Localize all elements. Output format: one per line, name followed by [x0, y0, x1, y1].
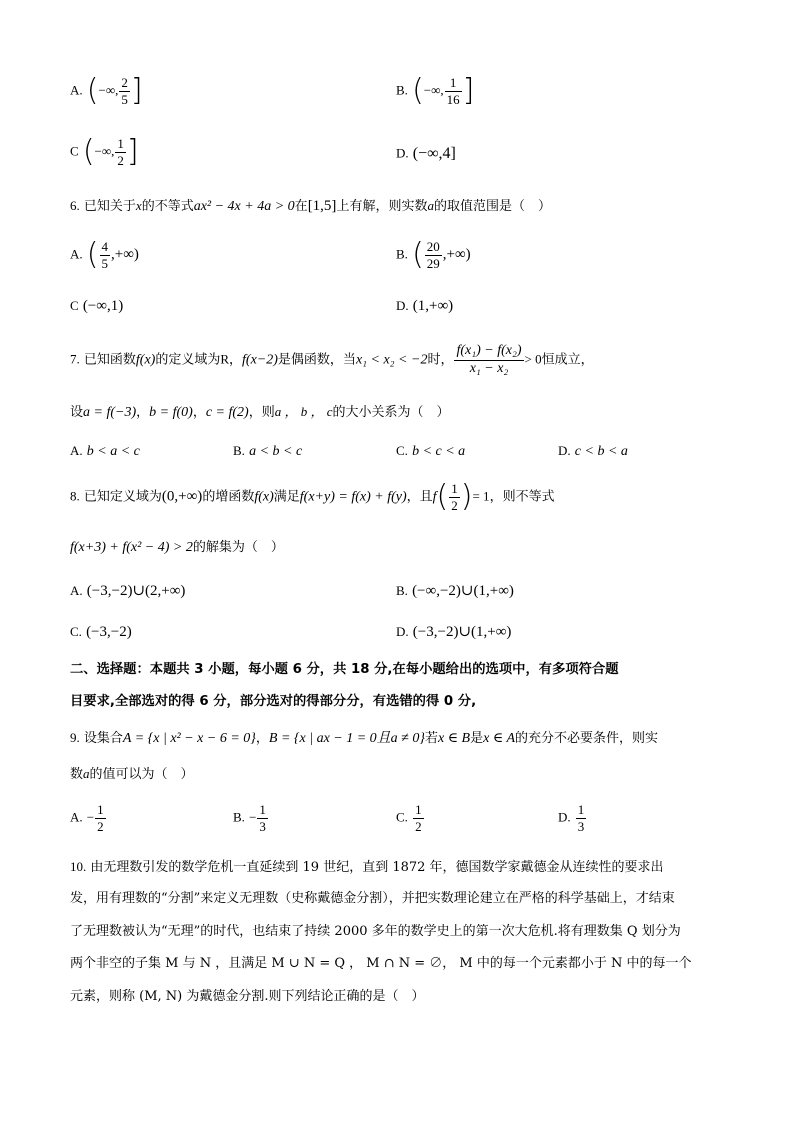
set-a: A = {x | x² − x − 6 = 0} [122, 731, 256, 746]
denominator: x₁ − x₂ [469, 360, 509, 376]
inequality: f(x+3) + f(x² − 4) > 2 [70, 540, 193, 555]
question-10-line2: 发，用有理数的“分割”来定义无理数（史称戴德金分割），并把实数理论建立在严格的科学基础上，才结束 [70, 891, 675, 906]
math-expr: a = f(−3) [83, 405, 137, 420]
option-label: D. [558, 809, 571, 825]
numerator: 2 [121, 75, 128, 90]
stem-text: ，且 [406, 489, 433, 505]
stem-text: 的解集为（ ） [192, 540, 284, 555]
stem-text: 恒成立， [541, 352, 594, 368]
stem-text: ， [229, 352, 243, 368]
interval: [1,5] [307, 198, 337, 214]
q6-option-b[interactable] [396, 237, 471, 273]
fraction [100, 240, 111, 270]
option-expression: c < b < a [574, 444, 628, 459]
option-expression: (−∞,4] [412, 145, 456, 162]
option-label: B. [396, 82, 408, 98]
stem-text: ， [192, 405, 206, 420]
question-8-stem-line1: 8. 已知定义域为(0,+∞)的增函数f(x)满足f(x+y) = f(x) + f(y)，且f( $\frac{1}{2}$ )= 1，则不等式 [70, 479, 555, 515]
numerator: 1 [415, 802, 422, 817]
math-expr: f(x−2) [242, 352, 278, 368]
fraction [576, 803, 587, 833]
stem-text: 的大小关系为（ ） [332, 405, 450, 420]
stem-text: ，则 [248, 405, 275, 420]
math-var: x [135, 198, 142, 213]
question-9-stem-line1 [70, 731, 658, 746]
stem-text: 数 [70, 767, 84, 782]
option-expression: (−∞,1) [82, 298, 124, 314]
question-9-stem-line2 [70, 767, 194, 781]
denominator: 16 [446, 91, 460, 107]
option-label: C. [70, 624, 82, 639]
option-label: C. [396, 809, 408, 825]
question-8-stem-line2 [70, 541, 284, 555]
stem-text: 设集合 [83, 731, 123, 746]
numerator: 1 [117, 136, 124, 151]
stem-text: ，则不等式 [489, 489, 555, 505]
math-expr: c = f(2) [205, 405, 249, 420]
condition: x ∈ B [437, 731, 471, 746]
q7-option-d[interactable] [558, 444, 628, 459]
denominator: 2 [117, 152, 124, 168]
fraction [425, 240, 442, 270]
stem-text: 满足 [273, 489, 300, 505]
q5-option-c[interactable] [70, 134, 139, 170]
option-label: D. [558, 443, 571, 458]
math-expr: = 1 [472, 488, 490, 504]
minus-sign: − [249, 809, 257, 825]
numerator: 4 [101, 239, 108, 254]
option-expression: (−3,−2)∪(1,+∞) [412, 624, 512, 640]
option-label: C [70, 143, 79, 159]
option-label: A. [70, 809, 83, 825]
q5-option-d[interactable] [396, 146, 456, 162]
q9-option-b[interactable] [233, 803, 269, 833]
math-expr: a ， b ， c [274, 404, 333, 419]
q9-option-d[interactable] [558, 803, 587, 833]
difference-quotient [454, 344, 523, 376]
fraction [257, 803, 268, 833]
math-expr: f(x) [254, 489, 274, 505]
interval: (0,+∞) [161, 488, 203, 505]
math-expr: f [432, 489, 437, 505]
q9-option-c[interactable] [396, 803, 425, 833]
q6-option-d[interactable] [396, 299, 453, 314]
stem-text: 是 [470, 731, 484, 746]
denominator: 5 [121, 91, 128, 107]
option-label: B. [233, 443, 245, 458]
option-expression: (1,+∞) [412, 298, 454, 314]
numerator: 20 [426, 239, 440, 254]
q5-option-a[interactable] [70, 73, 143, 109]
option-label: A. [70, 583, 83, 598]
question-10-line5: 元素，则称 (M, N) 为戴德金分割.则下列结论正确的是（ ） [70, 989, 425, 1004]
denominator: 2 [97, 818, 104, 834]
section-heading-line1: 二、选择题：本题共 3 小题，每小题 6 分，共 18 分,在每小题给出的选项中，有多项符合题 [70, 662, 619, 677]
interval-left: −∞, [94, 143, 115, 159]
question-7-stem-line1 [70, 344, 594, 376]
condition: x₁ < x₂ < −2 [355, 352, 428, 368]
interval-left: −∞, [98, 82, 119, 98]
functional-equation: f(x+y) = f(x) + f(y) [299, 489, 407, 505]
question-6-stem [70, 199, 551, 214]
stem-text: ， [136, 405, 150, 420]
option-expression: (−3,−2) [86, 624, 132, 640]
stem-text: 在 [294, 199, 308, 214]
option-expression: (−3,−2)∪(2,+∞) [86, 583, 186, 599]
question-number: 10. [70, 859, 87, 874]
option-label: B. [396, 246, 408, 262]
stem-text: 上有解，则实数 [336, 199, 428, 214]
question-10-line4: 两个非空的子集 M 与 N ，且满足 M ∪ N = Q ， M ∩ N = ∅， M 中的每一个元素都小于 N 中的每一个 [70, 956, 692, 971]
stem-text: 的值可以为（ ） [89, 767, 194, 782]
q6-option-a[interactable] [70, 237, 139, 273]
question-7-stem-line2 [70, 405, 450, 420]
interval-left: −∞, [423, 82, 444, 98]
stem-text: 设 [70, 405, 84, 420]
math-var: a [427, 198, 434, 213]
inequality: ax² − 4x + 4a > 0 [193, 199, 295, 214]
stem-text: ， [255, 731, 269, 746]
stem-text: 已知定义域为 [83, 489, 162, 505]
bracket: ] [126, 134, 139, 170]
numerator: 1 [451, 481, 458, 496]
option-expression: b < a < c [86, 444, 140, 459]
stem-text: 若 [424, 731, 438, 746]
denominator: 3 [259, 818, 266, 834]
paren: ( [412, 237, 424, 273]
option-expression: (−∞,−2)∪(1,+∞) [412, 583, 514, 599]
option-label: D. [396, 145, 409, 161]
option-label: B. [233, 809, 245, 825]
stem-text: 已知函数 [83, 352, 136, 368]
fraction [119, 76, 130, 106]
bracket: ] [130, 73, 143, 109]
math-expr: b = f(0) [149, 405, 193, 420]
stem-text: 由无理数引发的数学危机一直延续到 19 世纪，直到 1872 年，德国数学家戴德金从连续性的要求出 [90, 860, 664, 875]
question-number: 6. [70, 198, 80, 213]
q8-option-b[interactable] [396, 584, 514, 599]
option-label: C. [396, 443, 408, 458]
numerator: 1 [259, 802, 266, 817]
paren: ( [86, 73, 99, 109]
q7-option-c[interactable] [396, 444, 465, 459]
q7-option-b[interactable] [233, 444, 302, 459]
stem-text: 时， [427, 352, 454, 368]
q6-option-c[interactable] [70, 299, 123, 314]
numerator: 1 [577, 802, 585, 817]
option-label: A. [70, 246, 83, 262]
numerator: f(x₁) − f(x₂) [454, 344, 523, 361]
q8-option-a[interactable] [70, 584, 185, 599]
denominator: 2 [415, 818, 422, 834]
q7-option-a[interactable] [70, 444, 140, 459]
denominator: 5 [101, 255, 108, 271]
fraction [115, 137, 126, 167]
paren: ( [86, 237, 99, 273]
stem-text: 的不等式 [141, 199, 194, 214]
q8-option-d[interactable] [396, 625, 511, 640]
math-expr: > 0 [524, 351, 542, 367]
math-expr: f(x) [135, 352, 156, 368]
interval-right: ,+∞) [111, 246, 139, 263]
numerator: 1 [445, 76, 462, 92]
q9-option-a[interactable] [70, 803, 107, 833]
option-label: A. [70, 82, 83, 98]
stem-text: 的增函数 [202, 489, 255, 505]
option-expression: a < b < c [249, 444, 303, 459]
stem-text: 的定义域为 [155, 352, 221, 368]
denominator: 29 [426, 255, 440, 271]
option-label: B. [396, 583, 408, 598]
question-number: 7. [70, 351, 80, 367]
option-label: A. [70, 443, 83, 458]
denominator: 3 [577, 818, 585, 834]
q5-option-b[interactable] [396, 73, 475, 109]
minus-sign: − [86, 809, 95, 825]
stem-text: 的取值范围是（ ） [433, 199, 551, 214]
interval-right: ,+∞) [442, 246, 471, 263]
numerator: 1 [97, 802, 104, 817]
fraction [445, 76, 462, 106]
math-set: R [220, 351, 230, 367]
q8-option-c[interactable] [70, 625, 132, 640]
option-label: D. [396, 298, 409, 313]
fraction [413, 803, 424, 833]
section-heading-line2: 目要求,全部选对的得 6 分，部分选对的得部分分，有选错的得 0 分, [70, 694, 477, 709]
option-label: C [70, 298, 79, 313]
paren: ( [412, 73, 424, 109]
stem-text: 是偶函数，当 [277, 352, 356, 368]
fraction [449, 482, 460, 512]
question-10-line3: 了无理数被认为“无理”的时代，也结束了持续 2000 多年的数学史上的第一次大危机.将有理数集 Q 划分为 [70, 924, 681, 939]
paren: ( [82, 134, 95, 170]
stem-text: 的充分不必要条件，则实 [515, 731, 659, 746]
set-b: B = {x | ax − 1 = 0且a ≠ 0} [268, 731, 425, 746]
option-label: D. [396, 624, 409, 639]
condition: x ∈ A [483, 731, 516, 746]
bracket: ] [462, 73, 475, 109]
math-var: a [83, 766, 90, 781]
denominator: 2 [451, 497, 458, 513]
option-expression: b < c < a [412, 444, 466, 459]
fraction [95, 803, 106, 833]
stem-text: 已知关于 [83, 199, 136, 214]
question-number: 8. [70, 488, 80, 504]
question-10-line1 [70, 860, 664, 874]
question-number: 9. [70, 730, 80, 745]
